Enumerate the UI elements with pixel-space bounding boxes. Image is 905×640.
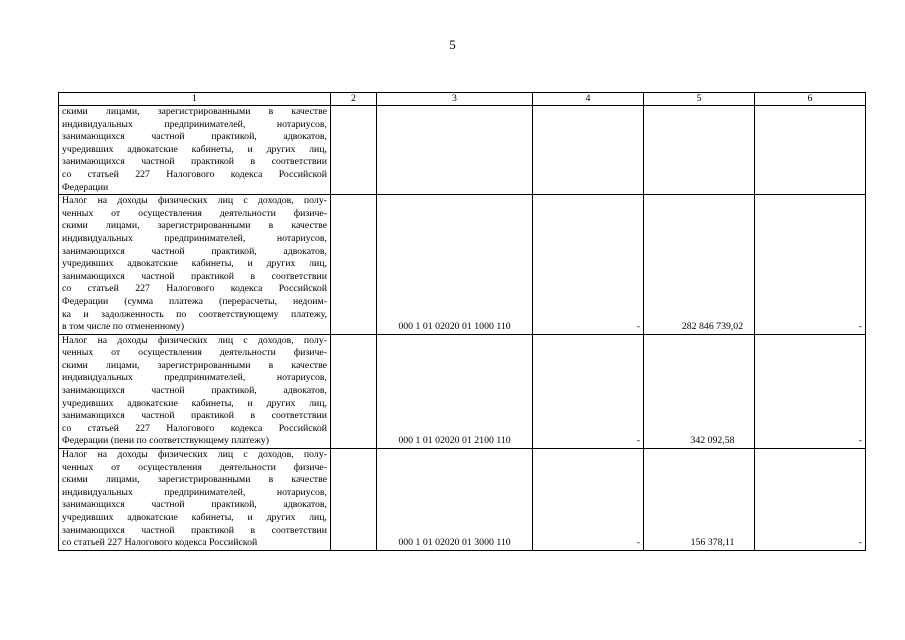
column-4-cell: - [533, 449, 644, 551]
description-line: учредивших адвокатские кабинеты, и других лиц, [62, 258, 327, 270]
revenue-description-cell [59, 334, 331, 448]
column-6-cell: - [755, 449, 866, 551]
description-line: Федерации [62, 181, 109, 193]
description-line: Налог на доходы физических лиц с доходов, полу- [62, 195, 327, 207]
description-line: учредивших адвокатские кабинеты, и других лиц, [62, 397, 327, 409]
column-4-cell: - [533, 334, 644, 448]
description-line: ченных от осуществления деятельности физиче- [62, 347, 327, 359]
description-line: учредивших адвокатские кабинеты, и других лиц, [62, 512, 327, 523]
description-line: скими лицами, зарегистрированными в качестве [62, 106, 327, 117]
budget-code-cell: 000 1 01 02020 01 2100 110 [377, 334, 533, 448]
description-line: учредивших адвокатские кабинеты, и других лиц, [62, 143, 327, 155]
empty-cell [331, 334, 377, 448]
revenue-table [58, 92, 866, 551]
column-4-cell: - [533, 195, 644, 335]
amount-cell: 156 378,11 [644, 449, 755, 551]
empty-cell [331, 449, 377, 551]
budget-code-cell: 000 1 01 02020 01 3000 110 [377, 449, 533, 551]
empty-cell [331, 106, 377, 195]
description-line: занимающихся частной практикой в соответствии [62, 524, 327, 536]
description-line: индивидуальных предпринимателей, нотариусов, [62, 118, 327, 130]
revenue-description-cell [59, 195, 331, 335]
description-line: Налог на доходы физических лиц с доходов, полу- [62, 334, 327, 346]
column-header: 6 [755, 93, 866, 106]
description-line: занимающихся частной практикой, адвокатов, [62, 499, 327, 511]
empty-cell [331, 195, 377, 335]
description-line: индивидуальных предпринимателей, нотариусов, [62, 372, 327, 384]
amount-cell [644, 106, 755, 195]
table-row [59, 195, 866, 335]
description-line: занимающихся частной практикой в соответствии [62, 410, 327, 422]
description-line: скими лицами, зарегистрированными в качестве [62, 359, 327, 371]
description-line: со статьей 227 Налогового кодекса Российской [62, 537, 258, 549]
description-line: Федерации (сумма платежа (перерасчеты, недоим- [62, 295, 327, 307]
page-number: 5 [449, 37, 456, 52]
description-line: ка и задолженность по соответствующему платежу, [62, 308, 327, 320]
description-line: занимающихся частной практикой в соответствии [62, 156, 327, 168]
column-4-cell [533, 106, 644, 195]
description-line: в том числе по отмененному) [62, 321, 185, 333]
description-line: Федерации (пени по соответствующему платежу) [62, 435, 270, 447]
description-line: индивидуальных предпринимателей, нотариусов, [62, 486, 327, 498]
amount-cell: 342 092,58 [644, 334, 755, 448]
table-row [59, 334, 866, 448]
column-header: 3 [377, 93, 533, 106]
column-6-cell: - [755, 195, 866, 335]
column-6-cell [755, 106, 866, 195]
revenue-description-cell [59, 449, 331, 551]
table-row [59, 449, 866, 551]
column-header-row [59, 93, 866, 106]
description-line: занимающихся частной практикой, адвокатов, [62, 245, 327, 257]
column-header: 5 [644, 93, 755, 106]
description-line: со статьей 227 Налогового кодекса Российской [62, 168, 327, 180]
column-header: 2 [331, 93, 377, 106]
budget-code-cell [377, 106, 533, 195]
description-line: со статьей 227 Налогового кодекса Российской [62, 422, 327, 434]
description-line: занимающихся частной практикой, адвокатов, [62, 131, 327, 143]
description-line: ченных от осуществления деятельности физиче- [62, 461, 327, 473]
description-line: занимающихся частной практикой, адвокатов, [62, 385, 327, 397]
description-line: Налог на доходы физических лиц с доходов, полу- [62, 449, 327, 461]
amount-cell: 282 846 739,02 [644, 195, 755, 335]
description-line: скими лицами, зарегистрированными в качестве [62, 474, 327, 486]
revenue-description-cell [59, 106, 331, 195]
description-line: индивидуальных предпринимателей, нотариусов, [62, 232, 327, 244]
description-line: ченных от осуществления деятельности физиче- [62, 207, 327, 219]
description-line: со статьей 227 Налогового кодекса Российской [62, 283, 327, 295]
budget-code-cell: 000 1 01 02020 01 1000 110 [377, 195, 533, 335]
column-header: 4 [533, 93, 644, 106]
description-line: скими лицами, зарегистрированными в качестве [62, 220, 327, 232]
column-header: 1 [59, 93, 331, 106]
description-line: занимающихся частной практикой в соответствии [62, 270, 327, 282]
table-row [59, 106, 866, 195]
column-6-cell: - [755, 334, 866, 448]
